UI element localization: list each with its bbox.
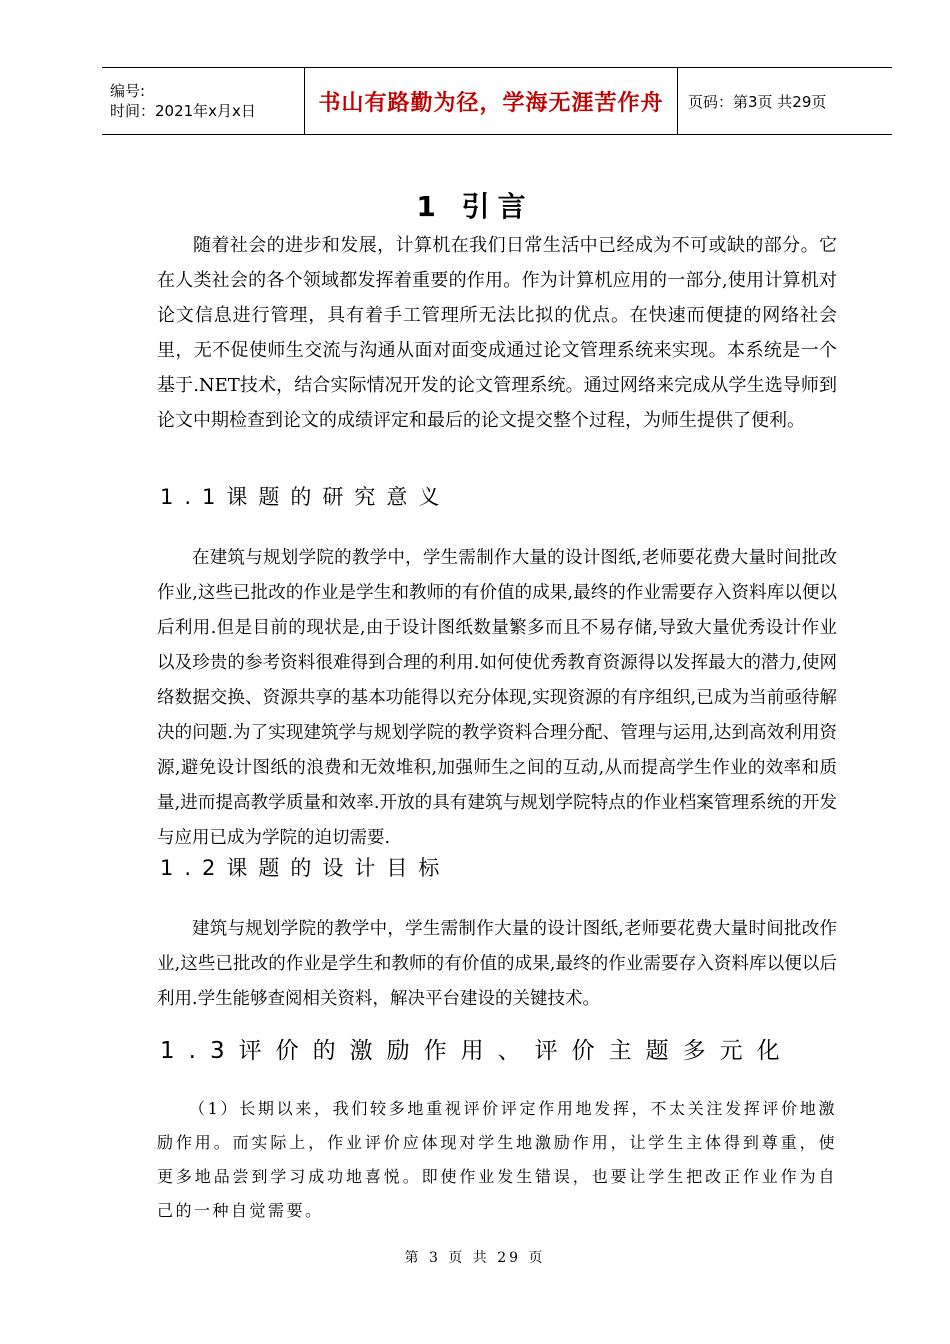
header-meta (102, 68, 304, 134)
document-date: 时间：2021年x月x日 (110, 102, 256, 120)
page-number-label: 页码：第3页 共29页 (688, 92, 827, 111)
chapter-title: 1 引言 (416, 189, 534, 223)
section-heading-evaluation: 1.3评价的激励作用、评价主题多元化 (160, 1038, 794, 1064)
motto-text: 书山有路勤为径，学海无涯苦作舟 (318, 90, 664, 116)
section-heading-design-goals: 1.2课题的设计目标 (160, 856, 451, 880)
section-body-design-goals: 建筑与规划学院的教学中，学生需制作大量的设计图纸,老师要花费大量时间批改作业,这些已批改的作业是学生和教师的有价值的成果,最终的作业需要存入资料库以便以后利用.学生能够查阅相关资料，解决平台建设的关键技术。 (157, 919, 837, 1009)
intro-paragraph: 随着社会的进步和发展，计算机在我们日常生活中已经成为不可或缺的部分。它在人类社会的各个领域都发挥着重要的作用。作为计算机应用的一部分,使用计算机对论文信息进行管理，具有着手工管理所无法比拟的优点。在快速而便捷的网络社会里，无不促使师生交流与沟通从面对面变成通过论文管理系统来实现。本系统是一个基于.NET技术，结合实际情况开发的论文管理系统。通过网络来完成从学生选导师到论文中期检查到论文的成绩评定和最后的论文提交整个过程，为师生提供了便利。 (157, 235, 837, 431)
section-heading-research-significance: 1.1课题的研究意义 (160, 485, 451, 509)
section-body-evaluation: （1）长期以来，我们较多地重视评价评定作用地发挥，不太关注发挥评价地激励作用。而实际上，作业评价应体现对学生地激励作用，让学生主体得到尊重，使更多地品尝到学习成功地喜悦。即使作业发生错误，也要让学生把改正作业作为自己的一种自觉需要。 (157, 1099, 837, 1220)
document-number-label: 编号: (110, 82, 146, 100)
header-page-number (678, 68, 892, 134)
page-header-table (102, 67, 892, 135)
header-motto (304, 68, 678, 134)
section-body-research-significance: 在建筑与规划学院的教学中，学生需制作大量的设计图纸,老师要花费大量时间批改作业,这些已批改的作业是学生和教师的有价值的成果,最终的作业需要存入资料库以便以后利用.但是目前的现状是,由于设计图纸数量繁多而且不易存储,导致大量优秀设计作业以及珍贵的参考资料很难得到合理的利用.如何使优秀教育资源得以发挥最大的潜力,使网络数据交换、资源共享的基本功能得以充分体现,实现资源的有序组织,已成为当前亟待解决的问题.为了实现建筑学与规划学院的教学资料合理分配、管理与运用,达到高效利用资源,避免设计图纸的浪费和无效堆积,加强师生之间的互动,从而提高学生作业的效率和质量,进而提高教学质量和效率.开放的具有建筑与规划学院特点的作业档案管理系统的开发与应用已成为学院的迫切需要. (157, 548, 837, 848)
page-footer: 第 3 页 共 29 页 (404, 1250, 546, 1266)
